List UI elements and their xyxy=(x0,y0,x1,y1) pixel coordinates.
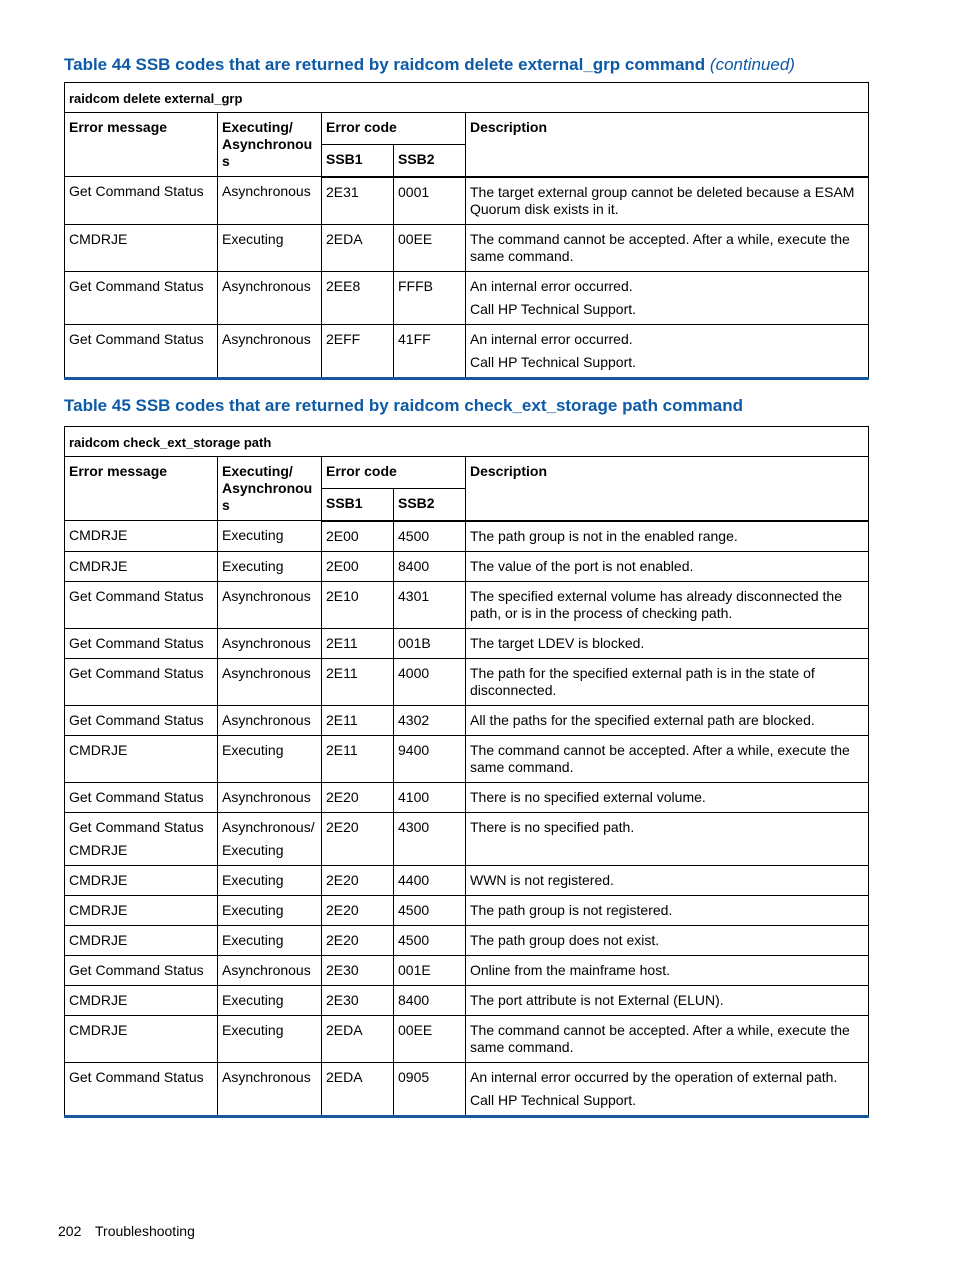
table-row xyxy=(65,782,869,812)
cell-ssb1: 2EFF xyxy=(322,324,394,378)
cell-description xyxy=(466,271,869,324)
table-row xyxy=(65,271,869,324)
table-44-caption-text: Table 44 SSB codes that are returned by raidcom delete external_grp command xyxy=(64,55,706,74)
cell-description: The path group does not exist. xyxy=(466,925,869,955)
cell-ssb2: 001B xyxy=(394,628,466,658)
cell-executing: Asynchronous xyxy=(218,271,322,324)
cell-ssb1: 2EDA xyxy=(322,224,394,271)
description-line: An internal error occurred. xyxy=(470,330,633,347)
table-row xyxy=(65,658,869,705)
cell-description: The value of the port is not enabled. xyxy=(466,551,869,581)
description-line: An internal error occurred. xyxy=(470,277,633,294)
cell-error-message xyxy=(65,812,218,865)
cell-description: The target LDEV is blocked. xyxy=(466,628,869,658)
header-ssb2: SSB2 xyxy=(394,144,466,176)
cell-ssb1: 2EDA xyxy=(322,1015,394,1062)
table-row xyxy=(65,521,869,552)
table-45-caption-text: Table 45 SSB codes that are returned by raidcom check_ext_storage path command xyxy=(64,396,743,415)
error-message-line: Get Command Status xyxy=(69,818,204,835)
cell-ssb2: 4100 xyxy=(394,782,466,812)
table-row xyxy=(65,581,869,628)
cell-description: The port attribute is not External (ELUN). xyxy=(466,985,869,1015)
cell-error-message: Get Command Status xyxy=(65,581,218,628)
table-row xyxy=(65,925,869,955)
header-ssb1: SSB1 xyxy=(322,144,394,176)
cell-description: The target external group cannot be deleted because a ESAM Quorum disk exists in it. xyxy=(466,177,869,225)
table-45 xyxy=(64,426,869,1118)
cell-error-message: Get Command Status xyxy=(65,177,218,225)
header-error-code: Error code xyxy=(322,457,466,489)
header-executing-line1: Executing/ xyxy=(222,119,293,135)
table-row xyxy=(65,985,869,1015)
header-executing-line2: Asynchronous xyxy=(222,480,313,513)
cell-ssb2: 00EE xyxy=(394,1015,466,1062)
table-44-command-title: raidcom delete external_grp xyxy=(65,83,869,113)
cell-ssb2: 9400 xyxy=(394,735,466,782)
cell-executing: Executing xyxy=(218,1015,322,1062)
cell-executing: Asynchronous xyxy=(218,628,322,658)
table-row xyxy=(65,735,869,782)
cell-error-message: Get Command Status xyxy=(65,271,218,324)
cell-executing xyxy=(218,812,322,865)
cell-error-message: CMDRJE xyxy=(65,865,218,895)
cell-description: All the paths for the specified external path are blocked. xyxy=(466,705,869,735)
cell-error-message: Get Command Status xyxy=(65,658,218,705)
header-ssb1: SSB1 xyxy=(322,488,394,520)
page-number: 202 xyxy=(58,1223,82,1239)
cell-error-message: Get Command Status xyxy=(65,705,218,735)
cell-description: There is no specified path. xyxy=(466,812,869,865)
cell-error-message: Get Command Status xyxy=(65,955,218,985)
footer-section-title: Troubleshooting xyxy=(95,1223,195,1239)
cell-error-message: CMDRJE xyxy=(65,925,218,955)
cell-ssb1: 2E20 xyxy=(322,812,394,865)
cell-ssb2: 0001 xyxy=(394,177,466,225)
cell-ssb2: 41FF xyxy=(394,324,466,378)
cell-ssb1: 2E30 xyxy=(322,985,394,1015)
cell-error-message: CMDRJE xyxy=(65,1015,218,1062)
cell-executing: Executing xyxy=(218,551,322,581)
cell-ssb2: 0905 xyxy=(394,1062,466,1116)
description-support-line: Call HP Technical Support. xyxy=(470,1091,637,1108)
cell-executing: Asynchronous xyxy=(218,705,322,735)
header-error-message: Error message xyxy=(65,113,218,177)
cell-ssb1: 2E11 xyxy=(322,658,394,705)
cell-error-message: CMDRJE xyxy=(65,985,218,1015)
cell-description: The command cannot be accepted. After a while, execute the same command. xyxy=(466,224,869,271)
cell-error-message: CMDRJE xyxy=(65,735,218,782)
cell-ssb1: 2E10 xyxy=(322,581,394,628)
cell-error-message: CMDRJE xyxy=(65,224,218,271)
cell-description xyxy=(466,324,869,378)
table-row xyxy=(65,865,869,895)
cell-executing: Executing xyxy=(218,735,322,782)
error-message-line: CMDRJE xyxy=(69,841,128,858)
header-description: Description xyxy=(466,457,869,521)
table-45-caption xyxy=(64,396,743,416)
table-44-caption xyxy=(64,55,795,75)
cell-description: The command cannot be accepted. After a while, execute the same command. xyxy=(466,735,869,782)
cell-ssb1: 2E00 xyxy=(322,521,394,552)
header-ssb2: SSB2 xyxy=(394,488,466,520)
table-row xyxy=(65,705,869,735)
cell-ssb1: 2E31 xyxy=(322,177,394,225)
cell-ssb2: 4301 xyxy=(394,581,466,628)
table-row xyxy=(65,224,869,271)
cell-executing: Asynchronous xyxy=(218,955,322,985)
table-row xyxy=(65,628,869,658)
table-row xyxy=(65,177,869,225)
cell-ssb1: 2E00 xyxy=(322,551,394,581)
cell-executing: Asynchronous xyxy=(218,177,322,225)
cell-ssb2: 4300 xyxy=(394,812,466,865)
table-row xyxy=(65,812,869,865)
cell-ssb2: 00EE xyxy=(394,224,466,271)
cell-executing: Asynchronous xyxy=(218,324,322,378)
cell-executing: Asynchronous xyxy=(218,1062,322,1116)
description-line: An internal error occurred by the operation of external path. xyxy=(470,1068,838,1085)
executing-line: Executing xyxy=(222,841,284,858)
cell-description: The path for the specified external path is in the state of disconnected. xyxy=(466,658,869,705)
cell-description: The path group is not registered. xyxy=(466,895,869,925)
header-error-message: Error message xyxy=(65,457,218,521)
cell-description xyxy=(466,1062,869,1116)
cell-ssb2: 8400 xyxy=(394,985,466,1015)
cell-description: The path group is not in the enabled range. xyxy=(466,521,869,552)
table-row xyxy=(65,895,869,925)
table-row xyxy=(65,1015,869,1062)
cell-executing: Executing xyxy=(218,985,322,1015)
cell-ssb2: 4400 xyxy=(394,865,466,895)
header-executing xyxy=(218,457,322,521)
cell-ssb2: 4500 xyxy=(394,925,466,955)
header-executing-line2: Asynchronous xyxy=(222,136,313,169)
cell-ssb2: 4000 xyxy=(394,658,466,705)
table-row xyxy=(65,1062,869,1116)
cell-description: Online from the mainframe host. xyxy=(466,955,869,985)
header-error-code: Error code xyxy=(322,113,466,145)
cell-executing: Executing xyxy=(218,895,322,925)
cell-executing: Asynchronous xyxy=(218,782,322,812)
cell-error-message: CMDRJE xyxy=(65,551,218,581)
header-executing-line1: Executing/ xyxy=(222,463,293,479)
cell-ssb1: 2EE8 xyxy=(322,271,394,324)
cell-executing: Executing xyxy=(218,865,322,895)
cell-executing: Executing xyxy=(218,521,322,552)
cell-description: WWN is not registered. xyxy=(466,865,869,895)
cell-error-message: Get Command Status xyxy=(65,782,218,812)
cell-error-message: CMDRJE xyxy=(65,521,218,552)
cell-error-message: Get Command Status xyxy=(65,324,218,378)
cell-ssb1: 2E20 xyxy=(322,895,394,925)
cell-executing: Asynchronous xyxy=(218,581,322,628)
header-description: Description xyxy=(466,113,869,177)
description-support-line: Call HP Technical Support. xyxy=(470,353,637,370)
cell-ssb2: 4500 xyxy=(394,895,466,925)
cell-ssb1: 2E11 xyxy=(322,628,394,658)
cell-error-message: Get Command Status xyxy=(65,628,218,658)
cell-ssb1: 2E20 xyxy=(322,925,394,955)
executing-line: Asynchronous/ xyxy=(222,818,315,835)
cell-ssb1: 2E20 xyxy=(322,865,394,895)
cell-ssb1: 2E30 xyxy=(322,955,394,985)
cell-ssb2: 4500 xyxy=(394,521,466,552)
cell-executing: Executing xyxy=(218,224,322,271)
table-row xyxy=(65,551,869,581)
cell-executing: Executing xyxy=(218,925,322,955)
cell-description: The command cannot be accepted. After a while, execute the same command. xyxy=(466,1015,869,1062)
header-executing xyxy=(218,113,322,177)
cell-ssb1: 2E20 xyxy=(322,782,394,812)
cell-ssb1: 2EDA xyxy=(322,1062,394,1116)
table-44-caption-continued: (continued) xyxy=(709,55,795,74)
table-row xyxy=(65,955,869,985)
table-44 xyxy=(64,82,869,380)
page-footer xyxy=(58,1223,195,1239)
table-row xyxy=(65,324,869,378)
cell-ssb2: FFFB xyxy=(394,271,466,324)
cell-error-message: CMDRJE xyxy=(65,895,218,925)
cell-ssb1: 2E11 xyxy=(322,735,394,782)
cell-ssb2: 4302 xyxy=(394,705,466,735)
cell-executing: Asynchronous xyxy=(218,658,322,705)
cell-ssb2: 8400 xyxy=(394,551,466,581)
table-45-command-title: raidcom check_ext_storage path xyxy=(65,427,869,457)
cell-ssb1: 2E11 xyxy=(322,705,394,735)
cell-description: There is no specified external volume. xyxy=(466,782,869,812)
cell-ssb2: 001E xyxy=(394,955,466,985)
cell-description: The specified external volume has already disconnected the path, or is in the process of checking path. xyxy=(466,581,869,628)
description-support-line: Call HP Technical Support. xyxy=(470,300,637,317)
cell-error-message: Get Command Status xyxy=(65,1062,218,1116)
